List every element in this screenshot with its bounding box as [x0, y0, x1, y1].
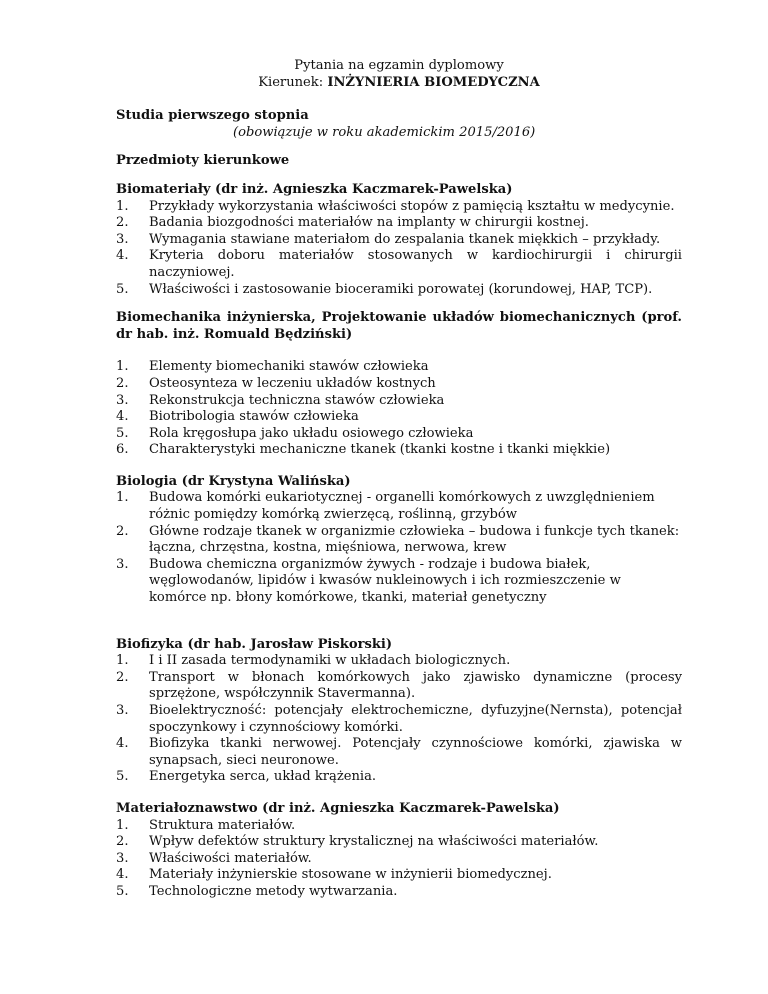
question-item: 4. Materiały inżynierskie stosowane w inżynierii biomedycznej.	[116, 867, 552, 883]
kierunek-label: Kierunek:	[258, 74, 328, 90]
document-header	[116, 58, 682, 91]
przedmioty-heading: Przedmioty kierunkowe	[116, 153, 290, 169]
studia-subtitle: (obowiązuje w roku akademickim 2015/2016)	[233, 124, 536, 140]
kierunek-line	[116, 75, 682, 92]
question-item: 3. Rekonstrukcja techniczna stawów człowieka	[116, 392, 445, 408]
question-item: 1. Struktura materiałów.	[116, 817, 296, 833]
spacer	[116, 343, 682, 359]
section-title: Materiałoznawstwo (dr inż. Agnieszka Kaczmarek-Pawelska)	[116, 800, 560, 816]
question-item: 2. Transport w błonach komórkowych jako zjawisko dynamiczne (procesy sprzężone, współczynnik Stavermanna).	[116, 669, 682, 702]
question-list	[116, 653, 682, 786]
question-item: 5. Właściwości i zastosowanie bioceramiki porowatej (korundowej, HAP, TCP).	[116, 281, 653, 297]
question-item: 4. Kryteria doboru materiałów stosowanych w kardiochirurgii i chirurgii naczyniowej.	[116, 248, 682, 280]
question-item: 3. Właściwości materiałów.	[116, 850, 312, 866]
section-title: Biomateriały (dr inż. Agnieszka Kaczmarek-Pawelska)	[116, 181, 513, 197]
question-list	[116, 490, 682, 606]
question-item: 4. Biofizyka tkanki nerwowej. Potencjały czynnościowe komórki, zjawiska w synapsach, sieci neuronowe.	[116, 736, 682, 768]
section-biomaterialy	[116, 182, 682, 298]
question-item: 2. Badania biozgodności materiałów na implanty w chirurgii kostnej.	[116, 215, 589, 231]
section-materialoznawstwo	[116, 801, 682, 901]
section-title: Biofizyka (dr hab. Jarosław Piskorski)	[116, 636, 393, 652]
question-item: 1. Budowa komórki eukariotycznej - organelli komórkowych z uwzględnieniem różnic pomiędzy komórką zwierzęcą, roślinną, grzybów	[116, 490, 655, 523]
question-item: 5. Energetyka serca, układ krążenia.	[116, 769, 377, 785]
question-item: 5. Rola kręgosłupa jako układu osiowego człowieka	[116, 425, 474, 441]
studia-block	[116, 108, 682, 141]
question-list	[116, 199, 682, 299]
question-item: 3. Budowa chemiczna organizmów żywych - rodzaje i budowa białek, węglowodanów, lipidów i kwasów nukleinowych i ich rozmieszczenie w komórce np. błony komórkowe, tkanki, materiał genetyczny	[116, 556, 621, 606]
section-title: Biologia (dr Krystyna Walińska)	[116, 473, 351, 489]
question-list	[116, 818, 682, 901]
studia-title: Studia pierwszego stopnia	[116, 108, 309, 124]
question-item: 5. Technologiczne metody wytwarzania.	[116, 883, 398, 899]
question-item: 2. Wpływ defektów struktury krystalicznej na właściwości materiałów.	[116, 834, 599, 850]
question-item: 1. Przykłady wykorzystania właściwości stopów z pamięcią kształtu w medycynie.	[116, 198, 675, 214]
question-item: 1. Elementy biomechaniki stawów człowieka	[116, 359, 429, 375]
document-title: Pytania na egzamin dyplomowy	[294, 58, 504, 73]
section-biomechanika	[116, 310, 682, 459]
section-title: Biomechanika inżynierska, Projektowanie układów biomechanicznych (prof. dr hab. inż. Romuald Będziński)	[116, 310, 682, 342]
section-biologia	[116, 474, 682, 607]
question-item: 2. Główne rodzaje tkanek w organizmie człowieka – budowa i funkcje tych tkanek: łączna, chrzęstna, kostna, mięśniowa, nerwowa, krew	[116, 523, 680, 556]
section-biofizyka	[116, 637, 682, 786]
question-list	[116, 359, 682, 459]
question-item: 3. Bioelektryczność: potencjały elektrochemiczne, dyfuzyjne(Nernsta), potencjał spoczynkowy i czynnościowy komórki.	[116, 703, 682, 735]
question-item: 3. Wymagania stawiane materiałom do zespalania tkanek miękkich – przykłady.	[116, 231, 661, 247]
question-item: 2. Osteosynteza w leczeniu układów kostnych	[116, 375, 436, 391]
question-item: 1. I i II zasada termodynamiki w układach biologicznych.	[116, 653, 511, 669]
kierunek-value: INŻYNIERIA BIOMEDYCZNA	[327, 74, 540, 90]
question-item: 4. Biotribologia stawów człowieka	[116, 409, 359, 425]
question-item: 6. Charakterystyki mechaniczne tkanek (tkanki kostne i tkanki miękkie)	[116, 442, 611, 458]
